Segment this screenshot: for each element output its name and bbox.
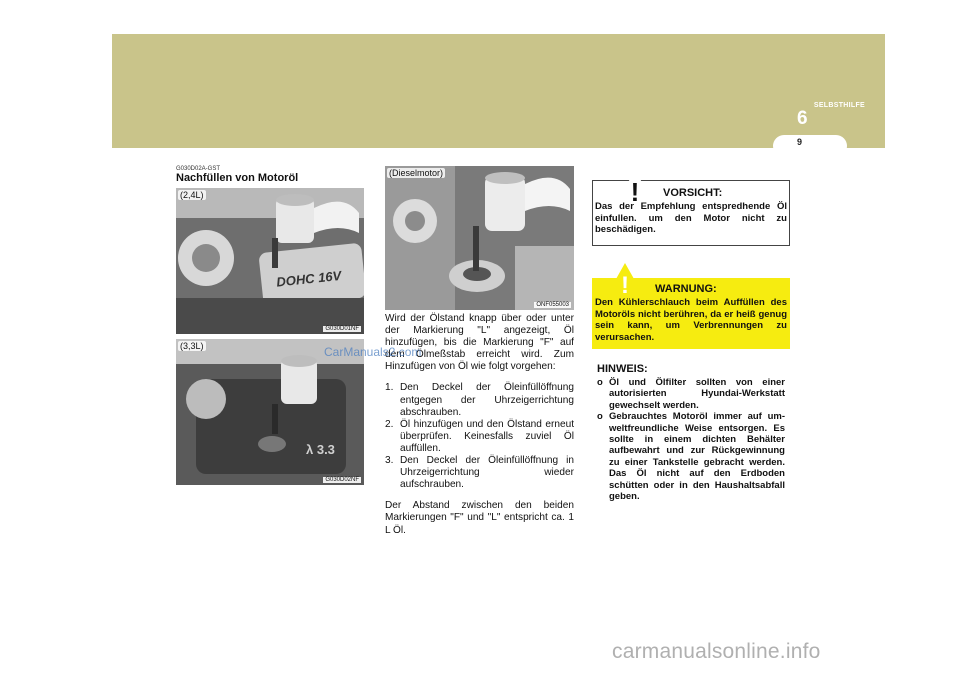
chapter-number: 6 (797, 108, 808, 129)
section-code: G030D02A-GST (176, 166, 221, 172)
warning-title: WARNUNG: (655, 283, 717, 295)
photo-label-3-3l: (3,3L) (180, 341, 204, 351)
caution-title: VORSICHT: (663, 187, 723, 199)
svg-text:!: ! (630, 177, 640, 205)
photo-label-2-4l: (2,4L) (180, 190, 204, 200)
intro-paragraph: Wird der Ölstand knapp über oder unter der Markierung "L" angezeigt, Öl hinzufügen, bis die Markierung "F" auf dem Ölmeßstab erreicht wird. Zum Hinzufügen von Öl wie folgt vorgehen: (385, 313, 574, 373)
engine-text-2-4l: DOHC 16V (275, 267, 342, 290)
note-item: o Gebrauchtes Motoröl immer auf um-weltfreundliche Weise entsorgen. Es sollte in einem dichten Behälter aufbewahrt und zur Rückgewinnung zu einer Tankstelle gebracht werden. Das Öl nicht auf den Erdboden schütten oder in den Haushaltsabfall geben. (597, 411, 785, 503)
photo-label-diesel: (Dieselmotor) (389, 168, 444, 178)
header-band (112, 34, 885, 148)
step-list (385, 382, 574, 491)
step-item: 3. Den Deckel der Öleinfüllöffnung in Uhrzeigerrichtung wieder aufschrauben. (385, 455, 574, 491)
photo-code-2-4l: G030D01NF (325, 326, 359, 332)
note-title: HINWEIS: (597, 363, 648, 375)
photo-code-3-3l: G030D02NF (325, 477, 359, 483)
warning-triangle-icon (605, 261, 645, 297)
caution-box (592, 177, 790, 246)
page-number: 9 (797, 137, 803, 147)
engine-photo-3-3l (176, 339, 364, 485)
warning-triangle-icon (615, 169, 655, 205)
note-item: o Öl und Ölfilter sollten von einer autorisierten Hyundai-Werkstatt gewechselt werden. (597, 377, 785, 411)
caution-text: Das der Empfehlung entspredhende Öl einfullen. um den Motor nicht zu beschädigen. (595, 201, 787, 235)
watermark-top: CarManuals2.com (324, 345, 422, 359)
photo-code-diesel: ONF055003 (536, 302, 569, 308)
note-list (597, 377, 785, 502)
engine-photo-diesel (385, 166, 574, 310)
warning-text: Den Kühlerschlauch beim Auffüllen des Motoröls nicht berühren, da er heiß genug sein kann, um Verbrennungen zu verursachen. (595, 297, 787, 343)
warning-box (592, 272, 790, 349)
svg-text:!: ! (621, 272, 629, 297)
outro-paragraph: Der Abstand zwischen den beiden Markierungen "F" und "L" entspricht ca. 1 L Öl. (385, 500, 574, 536)
section-title: Nachfüllen von Motoröl (176, 172, 299, 184)
engine-photo-2-4l (176, 188, 364, 334)
chapter-label: SELBSTHILFE (813, 102, 865, 109)
step-item: 1. Den Deckel der Öleinfüllöffnung entgegen der Uhrzeigerrichtung abschrauben. (385, 382, 574, 418)
watermark-bottom: carmanualsonline.info (612, 640, 821, 663)
engine-text-3-3l: λ 3.3 (306, 442, 335, 457)
page-tab (773, 135, 847, 157)
step-item: 2. Öl hinzufügen und den Ölstand erneut überprüfen. Keinesfalls zuviel Öl auffüllen. (385, 418, 574, 454)
